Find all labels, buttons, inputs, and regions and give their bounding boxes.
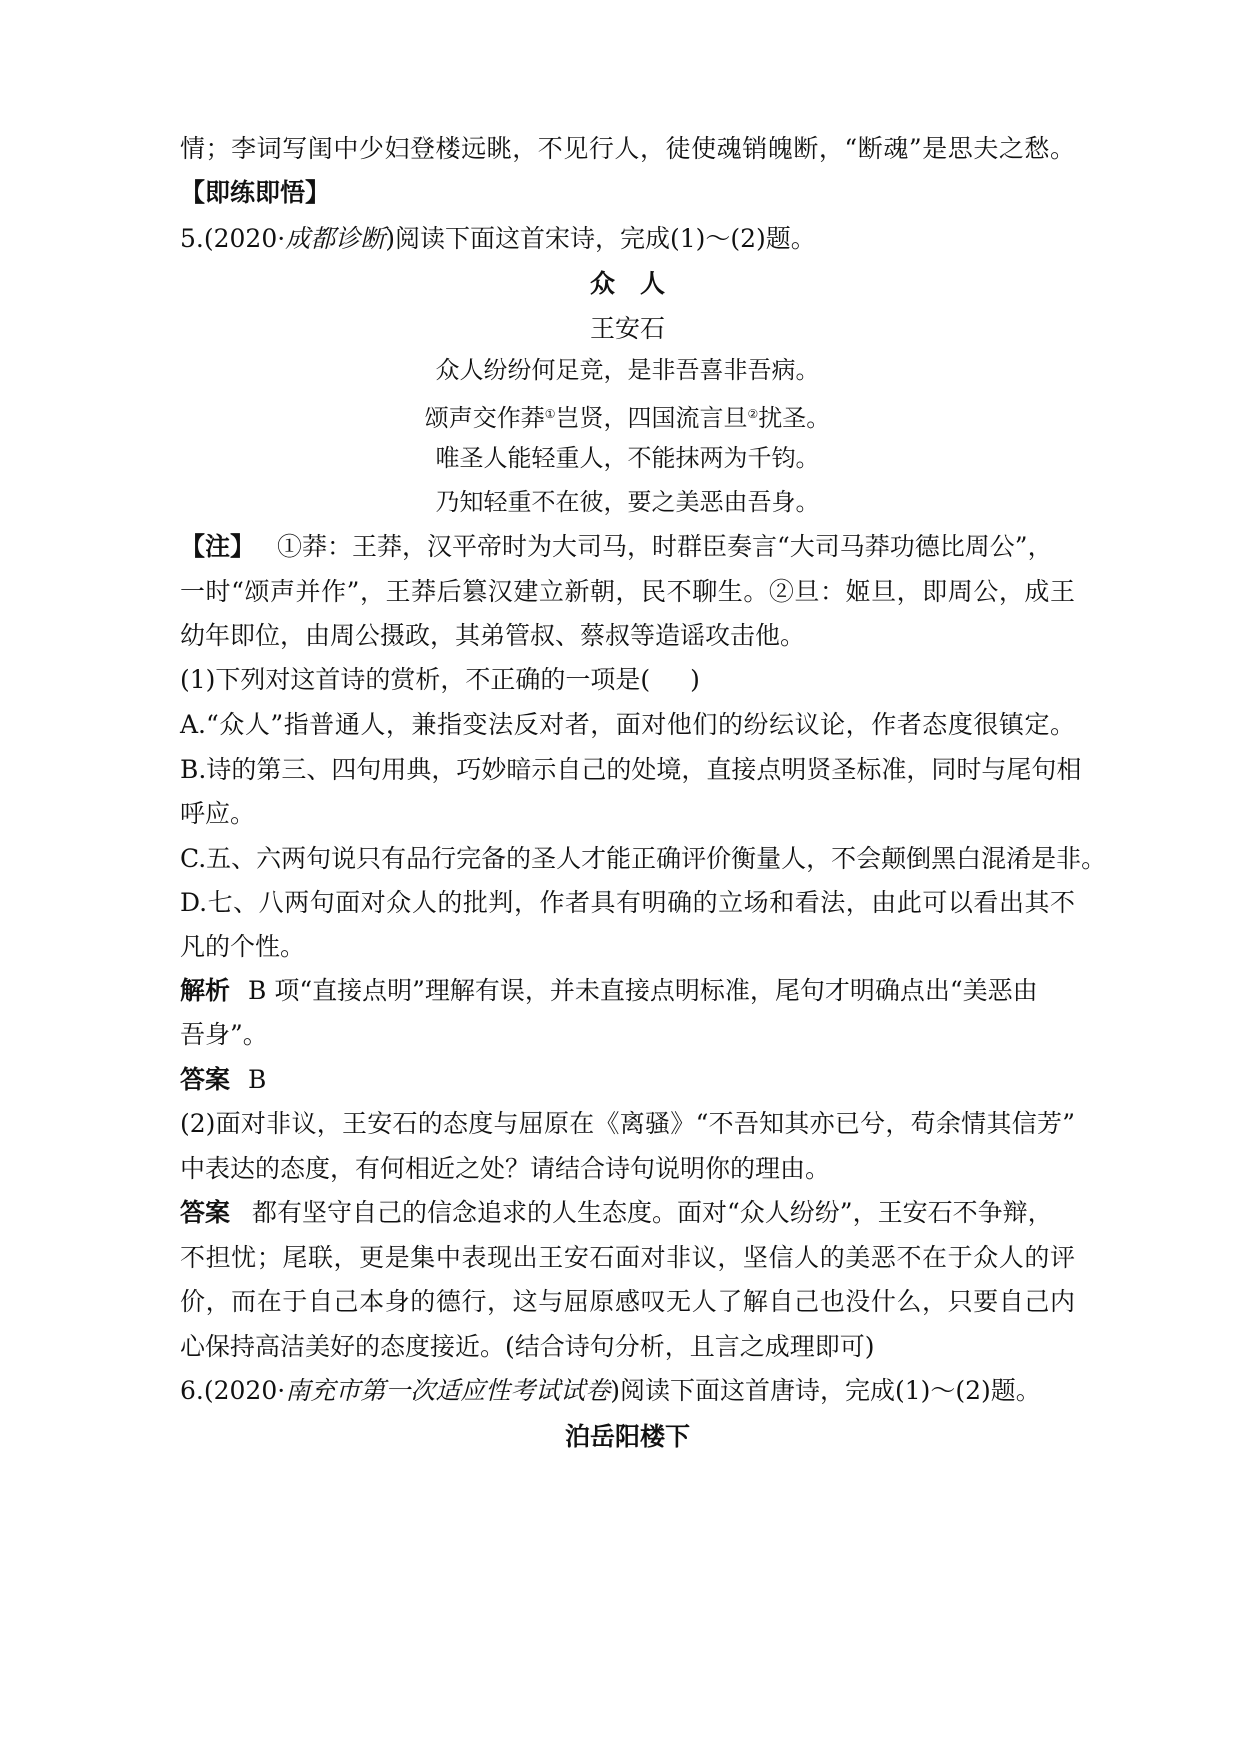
analysis-line: 吾身”。	[180, 1020, 268, 1049]
question-source: 成都诊断	[285, 224, 386, 253]
poem-line: 乃知轻重不在彼，要之美恶由吾身。	[435, 488, 820, 516]
option-a: A.“众人”指普通人，兼指变法反对者，面对他们的纷纭议论，作者态度很镇定。	[180, 710, 1075, 739]
poem-line	[180, 396, 1075, 436]
analysis-label: 解析	[180, 976, 231, 1005]
question-number: 5.(2020·	[180, 224, 286, 253]
section-heading: 【即练即悟】	[180, 178, 331, 207]
note-line: 一时“颂声并作”，王莽后篡汉建立新朝，民不聊生。②旦：姬旦，即周公，成王	[180, 577, 1075, 606]
question-2-cont: 中表达的态度，有何相近之处？请结合诗句说明你的理由。	[180, 1154, 831, 1183]
answer-line: 不担忧；尾联，更是集中表现出王安石面对非议，坚信人的美恶不在于众人的评	[180, 1243, 1075, 1272]
answer-line	[180, 1195, 1075, 1231]
answer-label: 答案	[180, 1198, 231, 1227]
option-c: C.五、六两句说只有品行完备的圣人才能正确评价衡量人，不会颠倒黑白混淆是非。	[180, 844, 1107, 873]
question-number: 6.(2020·	[180, 1376, 286, 1405]
poem-text: 扰圣。	[758, 404, 831, 432]
analysis-line	[180, 973, 1075, 1009]
poem-author: 王安石	[589, 314, 665, 343]
note-line	[180, 529, 1075, 565]
question-source: 南充市第一次适应性考试试卷	[285, 1376, 611, 1405]
question-6-header	[180, 1373, 1075, 1409]
question-instruction: )阅读下面这首唐诗，完成(1)～(2)题。	[610, 1376, 1041, 1405]
option-b: B.诗的第三、四句用典，巧妙暗示自己的处境，直接点明贤圣标准，同时与尾句相	[180, 755, 1082, 784]
answer-label: 答案	[180, 1065, 231, 1094]
question-text: )	[690, 665, 700, 694]
option-d-cont: 凡的个性。	[180, 932, 306, 961]
poem-line: 唯圣人能轻重人，不能抹两为千钧。	[435, 444, 820, 472]
poem-text: 岂贤，四国流言旦	[555, 404, 748, 432]
answer-text: 都有坚守自己的信念追求的人生态度。面对“众人纷纷”，王安石不争辩，	[252, 1198, 1053, 1227]
option-b-cont: 呼应。	[180, 799, 256, 828]
question-5-header	[180, 221, 1075, 257]
text-line: 情；李词写闺中少妇登楼远眺，不见行人，徒使魂销魄断，“断魂”是思夫之愁。	[180, 134, 1075, 163]
question-1	[180, 662, 1075, 698]
document-page	[180, 0, 1107, 1754]
note-line: 幼年即位，由周公摄政，其弟管叔、蔡叔等造谣攻击他。	[180, 621, 806, 650]
answer-line: 价，而在于自己本身的德行，这与屈原感叹无人了解自己也没什么，只要自己内	[180, 1287, 1075, 1316]
note-text: ①莽：王莽，汉平帝时为大司马，时群臣奏言“大司马莽功德比周公”，	[277, 532, 1053, 561]
question-instruction: )阅读下面这首宋诗，完成(1)～(2)题。	[385, 224, 816, 253]
option-d: D.七、八两句面对众人的批判，作者具有明确的立场和看法，由此可以看出其不	[180, 888, 1075, 917]
answer-text: B	[248, 1065, 267, 1094]
poem-text: 颂声交作莽	[424, 404, 545, 432]
question-text: (1)下列对这首诗的赏析，不正确的一项是(	[180, 665, 651, 694]
question-2: (2)面对非议，王安石的态度与屈原在《离骚》“不吾知其亦已兮，苟余情其信芳”	[180, 1109, 1075, 1138]
analysis-text: B 项“直接点明”理解有误，并未直接点明标准，尾句才明确点出“美恶由	[248, 976, 1038, 1005]
note-label: 【注】	[180, 532, 256, 561]
poem-title: 泊岳阳楼下	[564, 1422, 690, 1451]
answer-line: 心保持高洁美好的态度接近。(结合诗句分析，且言之成理即可)	[180, 1332, 875, 1361]
footnote-marker: ①	[544, 407, 556, 421]
answer-line	[180, 1062, 1075, 1098]
poem-title: 众 人	[589, 269, 665, 298]
poem-line: 众人纷纷何足竞，是非吾喜非吾病。	[435, 356, 820, 384]
footnote-marker: ②	[747, 407, 759, 421]
